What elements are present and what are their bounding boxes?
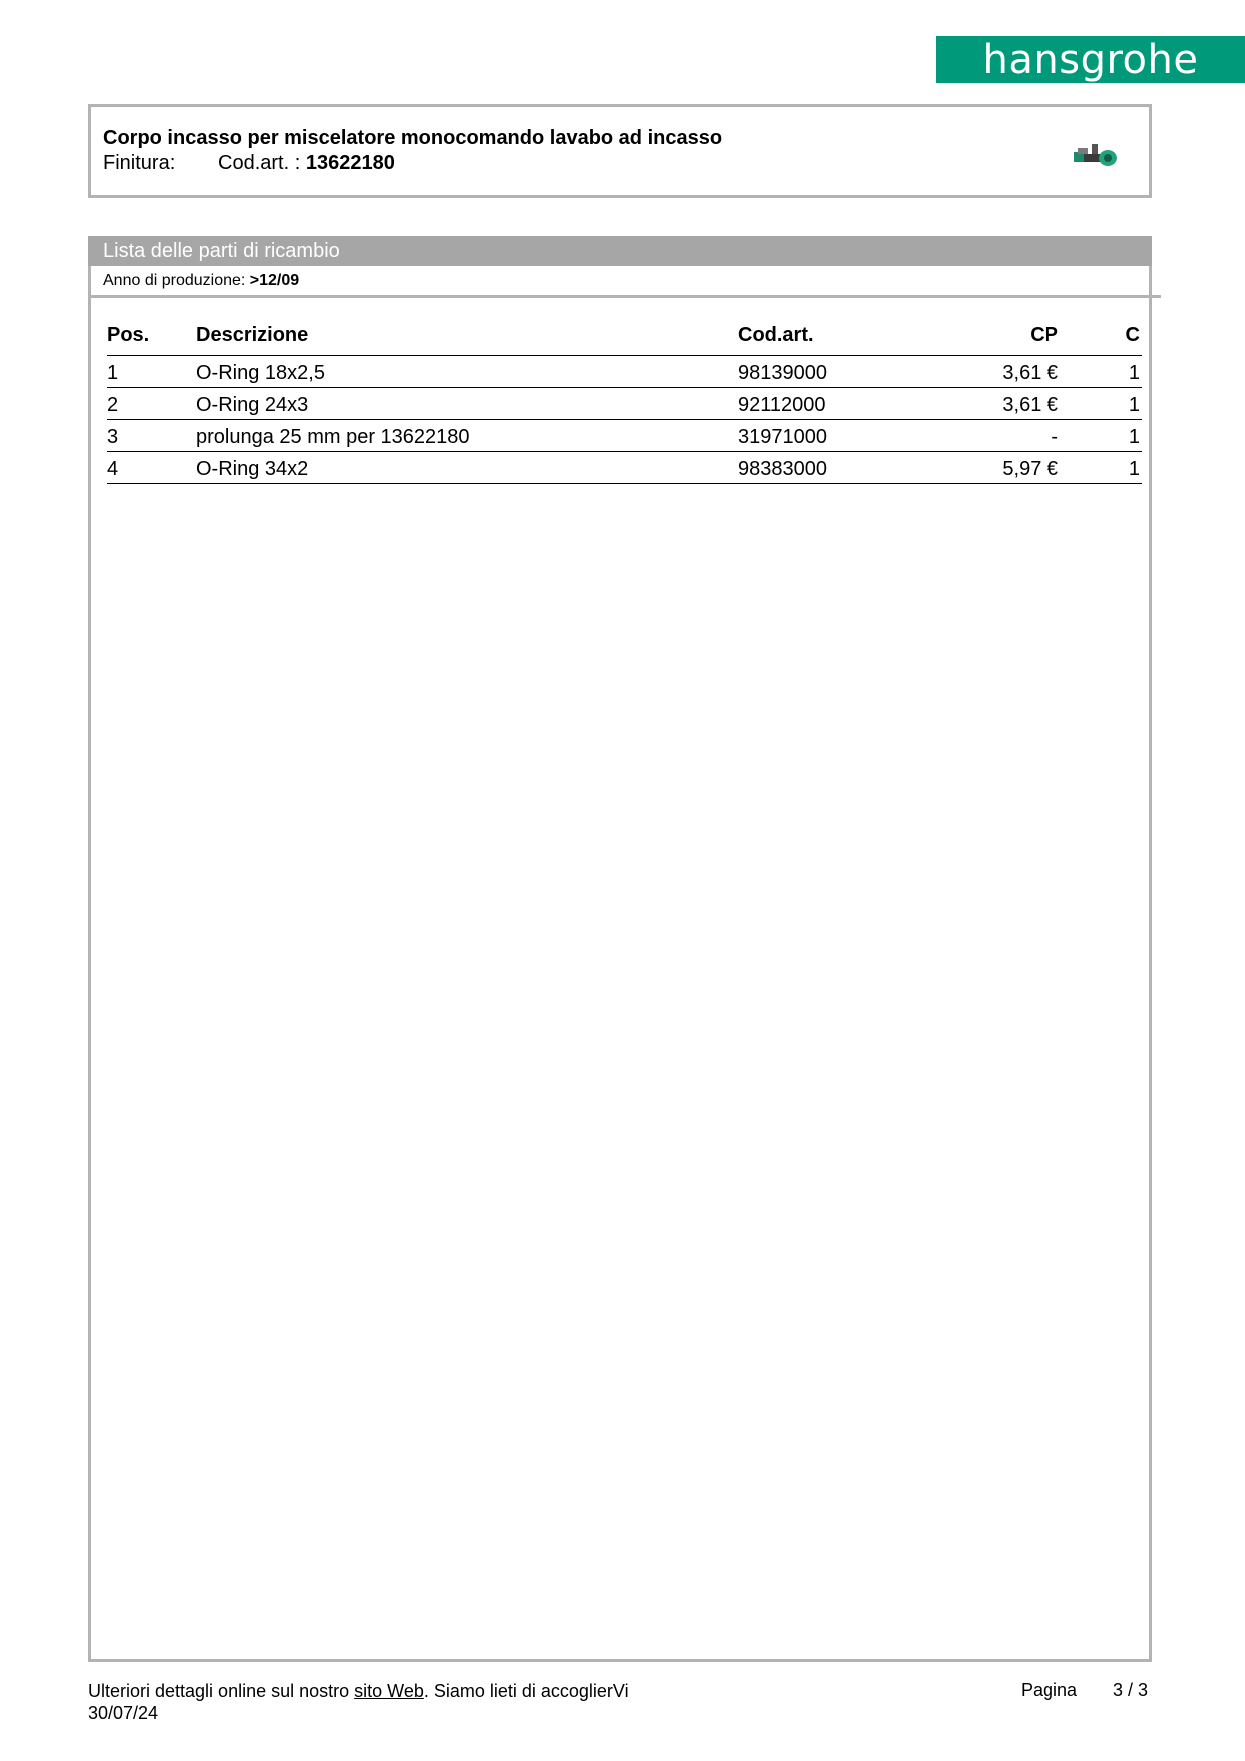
article-number [218,152,395,175]
cell-cp: 3,61 € [1002,362,1058,384]
article-label: Cod.art. : [218,152,301,174]
cell-art: 92112000 [738,394,826,416]
table-row [107,388,1142,420]
cell-pos: 3 [107,426,119,448]
page-number: 3 / 3 [1113,1680,1149,1700]
table-row [107,420,1142,452]
footer-message [88,1680,629,1702]
col-desc: Descrizione [196,324,309,346]
production-year [91,266,1161,298]
finish-label: Finitura: [103,152,176,174]
hansgrohe-logo: hansgrohe [936,36,1245,83]
cell-desc: prolunga 25 mm per 13622180 [196,426,470,448]
valve-body-icon [1072,140,1120,170]
spare-parts-header: Lista delle parti di ricambio [88,236,1152,266]
cell-desc: O-Ring 34x2 [196,458,309,480]
cell-qty: 1 [1128,394,1140,416]
col-cp: CP [1030,324,1058,346]
product-title-box [88,104,1152,198]
production-year-label: Anno di produzione: [103,272,246,289]
table-row [107,356,1142,388]
col-qty: C [1125,324,1140,346]
cell-art: 98139000 [738,362,827,384]
cell-art: 98383000 [738,458,827,480]
cell-desc: O-Ring 24x3 [196,394,309,416]
cell-qty: 1 [1128,362,1140,384]
website-link[interactable]: sito Web [354,1681,424,1701]
cell-desc: O-Ring 18x2,5 [196,362,325,384]
col-pos: Pos. [107,324,150,346]
production-year-value: >12/09 [249,272,300,289]
cell-cp: - [1051,426,1058,448]
footer [88,1680,629,1724]
table-header [107,318,1142,356]
cell-pos: 1 [107,362,119,384]
cell-pos: 4 [107,458,119,480]
table-row [107,452,1142,484]
page-label: Pagina [1021,1680,1078,1700]
article-value: 13622180 [305,152,395,174]
col-art: Cod.art. [738,324,814,346]
footer-text-before: Ulteriori dettagli online sul nostro [88,1681,355,1701]
parts-table [107,318,1142,484]
cell-qty: 1 [1128,426,1140,448]
cell-cp: 3,61 € [1002,394,1058,416]
cell-pos: 2 [107,394,119,416]
product-title: Corpo incasso per miscelatore monocomando lavabo ad incasso [103,127,723,149]
product-subline [103,152,395,175]
footer-text-after: . Siamo lieti di accoglierVi [423,1681,629,1701]
footer-date: 30/07/24 [88,1703,159,1723]
cell-qty: 1 [1128,458,1140,480]
cell-art: 31971000 [738,426,827,448]
cell-cp: 5,97 € [1002,458,1058,480]
